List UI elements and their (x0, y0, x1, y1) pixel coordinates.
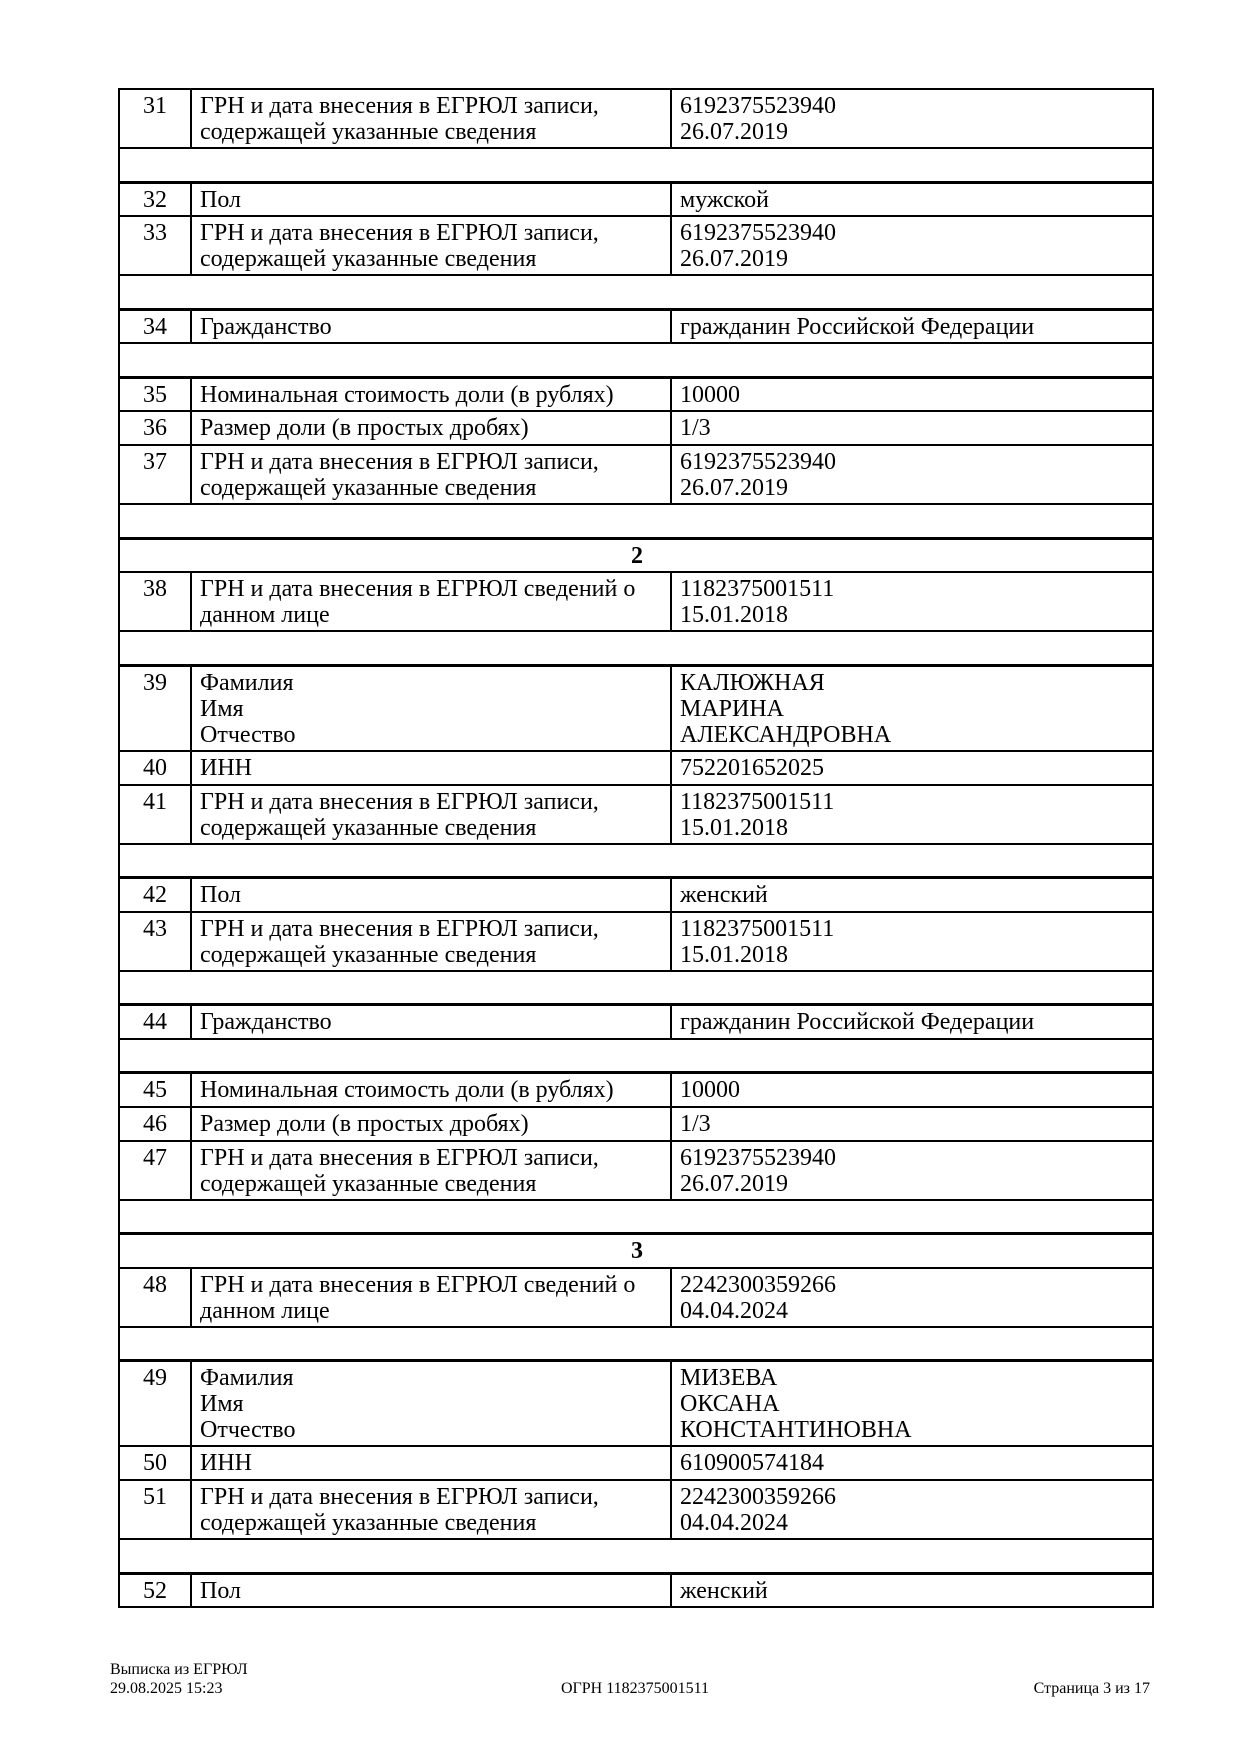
cell-line: 15.01.2018 (680, 941, 788, 968)
cell-line: Гражданство (200, 1009, 332, 1035)
row-label (191, 377, 671, 411)
table-row (119, 216, 1153, 275)
footer-page-number: Страница 3 из 17 (1033, 1680, 1150, 1697)
spacer-cell (119, 631, 1153, 665)
cell-line: данном лице (200, 602, 330, 628)
row-value (671, 785, 1153, 844)
spacer-row (119, 1039, 1153, 1073)
table-row (119, 751, 1153, 785)
table-row (119, 1107, 1153, 1141)
spacer-cell (119, 1327, 1153, 1361)
row-number: 40 (119, 751, 191, 785)
table-row (119, 1005, 1153, 1039)
spacer-row (119, 504, 1153, 538)
cell-line: ИНН (200, 754, 252, 781)
spacer-cell (119, 971, 1153, 1005)
cell-line: 1/3 (680, 415, 711, 441)
cell-line: содержащей указанные сведения (200, 1170, 537, 1197)
spacer-cell (119, 1200, 1153, 1234)
row-number: 41 (119, 785, 191, 844)
cell-line: Фамилия (200, 669, 294, 696)
row-number: 42 (119, 878, 191, 912)
egrul-table-body (119, 89, 1153, 1607)
row-value (671, 89, 1153, 148)
spacer-cell (119, 1039, 1153, 1073)
row-value (671, 182, 1153, 216)
cell-line: 26.07.2019 (680, 246, 788, 272)
table-row (119, 411, 1153, 445)
cell-line: содержащей указанные сведения (200, 941, 537, 968)
table-row (119, 785, 1153, 844)
row-label (191, 1073, 671, 1107)
cell-line: 1182375001511 (680, 788, 835, 815)
cell-line: 26.07.2019 (680, 475, 788, 501)
row-number: 35 (119, 377, 191, 411)
spacer-cell (119, 275, 1153, 309)
row-label (191, 1573, 671, 1607)
spacer-row (119, 1327, 1153, 1361)
row-value (671, 1446, 1153, 1480)
cell-line: ГРН и дата внесения в ЕГРЮЛ записи, (200, 1144, 599, 1171)
spacer-row (119, 631, 1153, 665)
row-label (191, 1005, 671, 1039)
cell-line: содержащей указанные сведения (200, 246, 537, 272)
cell-line: Отчество (200, 721, 296, 748)
table-row (119, 1268, 1153, 1327)
cell-line: 15.01.2018 (680, 602, 788, 628)
row-label (191, 785, 671, 844)
row-number: 46 (119, 1107, 191, 1141)
section-row (119, 538, 1153, 572)
row-label (191, 878, 671, 912)
cell-line: ГРН и дата внесения в ЕГРЮЛ записи, (200, 93, 599, 119)
spacer-cell (119, 1539, 1153, 1573)
cell-line: 752201652025 (680, 754, 824, 781)
cell-line: мужской (680, 186, 769, 213)
row-label (191, 572, 671, 631)
row-label (191, 1480, 671, 1539)
cell-line: содержащей указанные сведения (200, 814, 537, 841)
spacer-row (119, 1539, 1153, 1573)
cell-line: Пол (200, 1577, 241, 1604)
footer-doc-title: Выписка из ЕГРЮЛ (110, 1661, 248, 1678)
cell-line: Гражданство (200, 313, 332, 340)
spacer-row (119, 343, 1153, 377)
row-number: 45 (119, 1073, 191, 1107)
row-value (671, 1073, 1153, 1107)
section-header: 2 (119, 538, 1153, 572)
row-value (671, 1141, 1153, 1200)
table-row (119, 309, 1153, 343)
section-row (119, 1234, 1153, 1268)
spacer-row (119, 971, 1153, 1005)
row-label (191, 1268, 671, 1327)
row-value (671, 1005, 1153, 1039)
table-row (119, 89, 1153, 148)
cell-line: 10000 (680, 381, 740, 408)
cell-line: МИЗЕВА (680, 1365, 778, 1391)
row-value (671, 665, 1153, 751)
cell-line: ГРН и дата внесения в ЕГРЮЛ записи, (200, 449, 599, 475)
row-number: 37 (119, 445, 191, 504)
cell-line: КАЛЮЖНАЯ (680, 669, 825, 696)
row-value (671, 1480, 1153, 1539)
section-header: 3 (119, 1234, 1153, 1268)
spacer-cell (119, 844, 1153, 878)
cell-line: 6192375523940 (680, 220, 836, 246)
row-label (191, 665, 671, 751)
row-value (671, 377, 1153, 411)
page-footer (0, 1660, 1240, 1720)
row-number: 34 (119, 309, 191, 343)
row-label (191, 216, 671, 275)
cell-line: ГРН и дата внесения в ЕГРЮЛ записи, (200, 220, 599, 246)
cell-line: содержащей указанные сведения (200, 119, 537, 145)
row-value (671, 572, 1153, 631)
cell-line: ГРН и дата внесения в ЕГРЮЛ сведений о (200, 1271, 636, 1298)
row-label (191, 89, 671, 148)
cell-line: содержащей указанные сведения (200, 1510, 537, 1536)
table-row (119, 1446, 1153, 1480)
table-row (119, 1073, 1153, 1107)
row-label (191, 751, 671, 785)
spacer-cell (119, 343, 1153, 377)
row-value (671, 411, 1153, 445)
cell-line: содержащей указанные сведения (200, 475, 537, 501)
row-label (191, 1107, 671, 1141)
cell-line: 2242300359266 (680, 1271, 836, 1298)
cell-line: Размер доли (в простых дробях) (200, 415, 529, 441)
cell-line: МАРИНА (680, 695, 785, 722)
row-number: 39 (119, 665, 191, 751)
row-label (191, 182, 671, 216)
row-number: 33 (119, 216, 191, 275)
cell-line: данном лице (200, 1297, 330, 1324)
cell-line: Фамилия (200, 1365, 294, 1391)
cell-line: женский (680, 1577, 768, 1604)
cell-line: гражданин Российской Федерации (680, 1009, 1035, 1035)
row-number: 32 (119, 182, 191, 216)
row-label (191, 445, 671, 504)
cell-line: 04.04.2024 (680, 1297, 788, 1324)
row-label (191, 1141, 671, 1200)
cell-line: Размер доли (в простых дробях) (200, 1110, 529, 1137)
cell-line: женский (680, 882, 768, 908)
row-value (671, 1361, 1153, 1447)
cell-line: ГРН и дата внесения в ЕГРЮЛ записи, (200, 915, 599, 942)
table-row (119, 878, 1153, 912)
table-row (119, 665, 1153, 751)
row-number: 44 (119, 1005, 191, 1039)
row-number: 49 (119, 1361, 191, 1447)
cell-line: Пол (200, 882, 241, 908)
cell-line: 1/3 (680, 1110, 711, 1137)
row-number: 38 (119, 572, 191, 631)
row-value (671, 216, 1153, 275)
row-number: 31 (119, 89, 191, 148)
row-value (671, 1268, 1153, 1327)
row-number: 36 (119, 411, 191, 445)
row-label (191, 1446, 671, 1480)
row-label (191, 912, 671, 971)
cell-line: ГРН и дата внесения в ЕГРЮЛ записи, (200, 788, 599, 815)
footer-generated-datetime: 29.08.2025 15:23 (110, 1680, 223, 1697)
table-row (119, 912, 1153, 971)
row-value (671, 912, 1153, 971)
table-row (119, 572, 1153, 631)
row-value (671, 1107, 1153, 1141)
row-value (671, 309, 1153, 343)
table-row (119, 445, 1153, 504)
cell-line: АЛЕКСАНДРОВНА (680, 721, 892, 748)
cell-line: ГРН и дата внесения в ЕГРЮЛ записи, (200, 1484, 599, 1510)
row-label (191, 1361, 671, 1447)
row-value (671, 1573, 1153, 1607)
row-value (671, 878, 1153, 912)
table-row (119, 1141, 1153, 1200)
row-value (671, 751, 1153, 785)
spacer-row (119, 275, 1153, 309)
row-label (191, 411, 671, 445)
cell-line: Имя (200, 1391, 244, 1417)
row-number: 47 (119, 1141, 191, 1200)
cell-line: гражданин Российской Федерации (680, 313, 1035, 340)
cell-line: 04.04.2024 (680, 1510, 788, 1536)
table-row (119, 377, 1153, 411)
table-row (119, 1480, 1153, 1539)
cell-line: 610900574184 (680, 1450, 824, 1476)
row-number: 51 (119, 1480, 191, 1539)
spacer-cell (119, 504, 1153, 538)
cell-line: 26.07.2019 (680, 1170, 788, 1197)
row-number: 52 (119, 1573, 191, 1607)
cell-line: 26.07.2019 (680, 119, 788, 145)
cell-line: ГРН и дата внесения в ЕГРЮЛ сведений о (200, 576, 636, 602)
cell-line: 6192375523940 (680, 93, 836, 119)
table-row (119, 182, 1153, 216)
row-number: 48 (119, 1268, 191, 1327)
cell-line: 1182375001511 (680, 915, 835, 942)
spacer-row (119, 844, 1153, 878)
row-number: 43 (119, 912, 191, 971)
spacer-row (119, 148, 1153, 182)
cell-line: 10000 (680, 1077, 740, 1103)
cell-line: Пол (200, 186, 241, 213)
spacer-cell (119, 148, 1153, 182)
egrul-table (118, 88, 1154, 1608)
cell-line: ИНН (200, 1450, 252, 1476)
table-row (119, 1361, 1153, 1447)
spacer-row (119, 1200, 1153, 1234)
cell-line: ОКСАНА (680, 1391, 780, 1417)
cell-line: Номинальная стоимость доли (в рублях) (200, 381, 614, 408)
cell-line: 2242300359266 (680, 1484, 836, 1510)
row-label (191, 309, 671, 343)
cell-line: 15.01.2018 (680, 814, 788, 841)
cell-line: Имя (200, 695, 244, 722)
table-row (119, 1573, 1153, 1607)
cell-line: Номинальная стоимость доли (в рублях) (200, 1077, 614, 1103)
cell-line: 6192375523940 (680, 449, 836, 475)
row-value (671, 445, 1153, 504)
cell-line: КОНСТАНТИНОВНА (680, 1417, 912, 1443)
cell-line: 6192375523940 (680, 1144, 836, 1171)
row-number: 50 (119, 1446, 191, 1480)
footer-ogrn: ОГРН 1182375001511 (560, 1680, 710, 1697)
cell-line: Отчество (200, 1417, 296, 1443)
cell-line: 1182375001511 (680, 576, 835, 602)
